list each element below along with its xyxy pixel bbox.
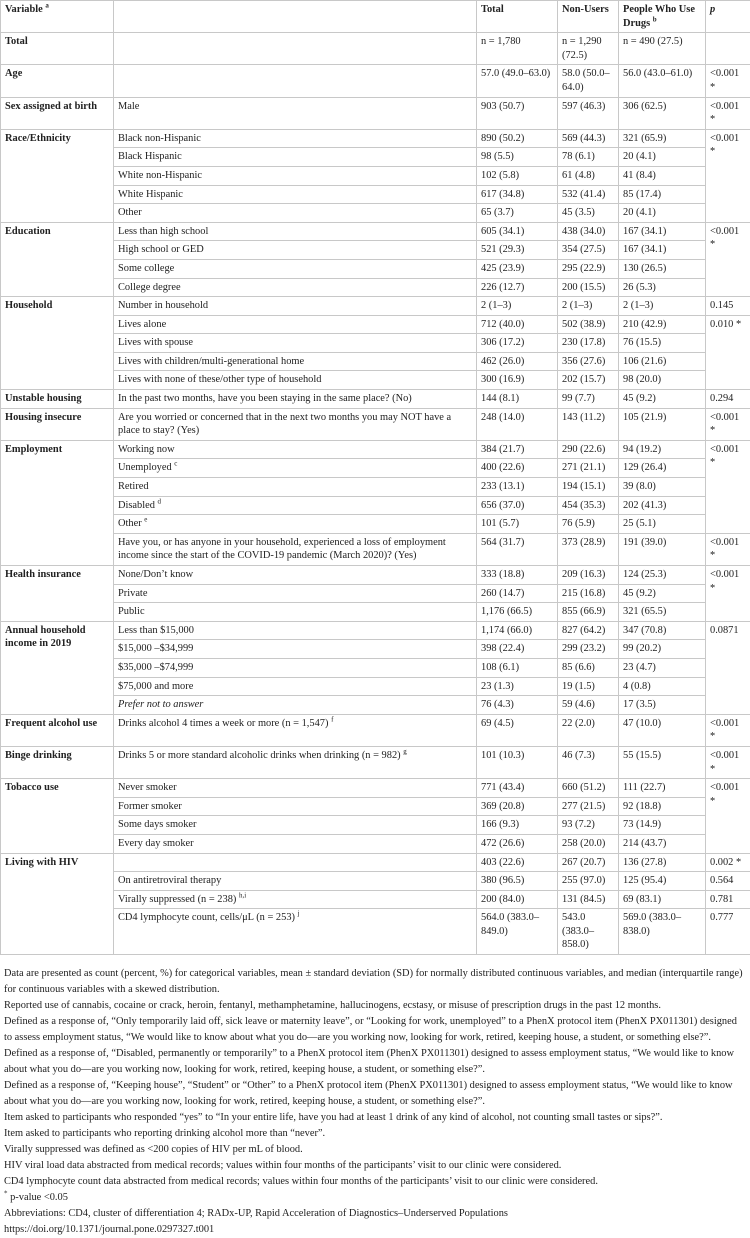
table-row: [1, 584, 750, 603]
cell-pwud: 26 (5.3): [619, 278, 706, 297]
cell-pwud: 306 (62.5): [619, 97, 706, 129]
row-category: Other $^e$: [114, 515, 477, 534]
table-row: [1, 603, 750, 622]
cell-pwud: 23 (4.7): [619, 658, 706, 677]
cell-pwud: 210 (42.9): [619, 315, 706, 334]
cell-p-value: 0.781: [706, 890, 750, 909]
cell-pwud: 41 (8.4): [619, 166, 706, 185]
cell-total: 425 (23.9): [477, 259, 558, 278]
row-category: Black non-Hispanic: [114, 129, 477, 148]
footnote: Item asked to participants who reporting drinking alcohol more than “never”.: [4, 1126, 746, 1142]
row-category: Disabled $^d$: [114, 496, 477, 515]
cell-nonusers: 373 (28.9): [558, 533, 619, 565]
row-variable: Age: [1, 65, 114, 97]
cell-nonusers: 22 (2.0): [558, 714, 619, 746]
cell-total: 617 (34.8): [477, 185, 558, 204]
row-variable: Education: [1, 222, 114, 296]
cell-pwud: 202 (41.3): [619, 496, 706, 515]
cell-nonusers: n = 1,290 (72.5): [558, 33, 619, 65]
cell-pwud: 124 (25.3): [619, 566, 706, 585]
header-pwud: People Who Use Drugs $^b$: [619, 1, 706, 33]
footnote: Defined as a response of, “Disabled, permanently or temporarily” to a PhenX protocol item (PhenX PX011301) designed to assess employment status, “We would like to know about what you do—are you working now, looking for work, retired, keeping house, a student, or something else?”.: [4, 1046, 746, 1078]
cell-p-value: 0.002 *: [706, 853, 750, 872]
cell-total: 101 (10.3): [477, 746, 558, 778]
cell-total: 903 (50.7): [477, 97, 558, 129]
table-row: [1, 515, 750, 534]
table-row: [1, 566, 750, 585]
row-variable: Race/Ethnicity: [1, 129, 114, 222]
cell-pwud: 106 (21.6): [619, 352, 706, 371]
row-category: Drinks 5 or more standard alcoholic drinks when drinking (n = 982) $^g$: [114, 746, 477, 778]
cell-nonusers: 299 (23.2): [558, 640, 619, 659]
row-category: Male: [114, 97, 477, 129]
table-row: [1, 297, 750, 316]
cell-total: 233 (13.1): [477, 478, 558, 497]
cell-total: 23 (1.3): [477, 677, 558, 696]
cell-nonusers: 59 (4.6): [558, 696, 619, 715]
row-category: Some college: [114, 259, 477, 278]
footnote: Defined as a response of, “Only temporarily laid off, sick leave or maternity leave”, or “Looking for work, unemployed” to a PhenX protocol item (PhenX PX011301) designed to assess employment status, “We would like to know about what you do—are you working now, looking for work, retired, keeping house, a student, or something else?”.: [4, 1014, 746, 1046]
cell-nonusers: 660 (51.2): [558, 779, 619, 798]
cell-p-value: <0.001 *: [706, 129, 750, 222]
cell-pwud: 17 (3.5): [619, 696, 706, 715]
table-row: [1, 440, 750, 459]
row-category: Lives with children/multi-generational home: [114, 352, 477, 371]
cell-total: 656 (37.0): [477, 496, 558, 515]
table-row: [1, 890, 750, 909]
row-category: Former smoker: [114, 797, 477, 816]
cell-pwud: 125 (95.4): [619, 872, 706, 891]
cell-p-value: <0.001 *: [706, 779, 750, 853]
cell-nonusers: 46 (7.3): [558, 746, 619, 778]
cell-p-value: 0.0871: [706, 621, 750, 714]
cell-total: 69 (4.5): [477, 714, 558, 746]
abbreviations-note: Abbreviations: CD4, cluster of differentiation 4; RADx-UP, Rapid Acceleration of Diagnostics–Underserved Populations: [4, 1206, 746, 1222]
row-category: Public: [114, 603, 477, 622]
cell-pwud: 191 (39.0): [619, 533, 706, 565]
cell-nonusers: 543.0 (383.0–858.0): [558, 909, 619, 955]
cell-p-value: 0.564: [706, 872, 750, 891]
cell-p-value: 0.777: [706, 909, 750, 955]
cell-nonusers: 58.0 (50.0–64.0): [558, 65, 619, 97]
row-category: Lives alone: [114, 315, 477, 334]
cell-total: 102 (5.8): [477, 166, 558, 185]
cell-nonusers: 354 (27.5): [558, 241, 619, 260]
cell-nonusers: 19 (1.5): [558, 677, 619, 696]
row-variable: Household: [1, 297, 114, 390]
cell-total: 369 (20.8): [477, 797, 558, 816]
table-row: [1, 714, 750, 746]
row-variable: Annual household income in 2019: [1, 621, 114, 714]
cell-nonusers: 230 (17.8): [558, 334, 619, 353]
table-row: [1, 909, 750, 955]
cell-pwud: 167 (34.1): [619, 222, 706, 241]
cell-pwud: 20 (4.1): [619, 148, 706, 167]
table-row: [1, 853, 750, 872]
cell-nonusers: 855 (66.9): [558, 603, 619, 622]
cell-nonusers: 143 (11.2): [558, 408, 619, 440]
cell-nonusers: 76 (5.9): [558, 515, 619, 534]
row-variable: Employment: [1, 440, 114, 565]
cell-nonusers: 258 (20.0): [558, 834, 619, 853]
cell-total: 564.0 (383.0–849.0): [477, 909, 558, 955]
footnote: Item asked to participants who responded “yes” to “In your entire life, have you had at least 1 drink of any kind of alcohol, not counting small tastes or sips?”.: [4, 1110, 746, 1126]
cell-total: 403 (22.6): [477, 853, 558, 872]
row-category: In the past two months, have you been staying in the same place? (No): [114, 390, 477, 409]
row-category: College degree: [114, 278, 477, 297]
row-category: Lives with none of these/other type of household: [114, 371, 477, 390]
cell-nonusers: 215 (16.8): [558, 584, 619, 603]
cell-nonusers: 61 (4.8): [558, 166, 619, 185]
cell-pwud: 45 (9.2): [619, 390, 706, 409]
cell-pwud: 45 (9.2): [619, 584, 706, 603]
cell-total: 333 (18.8): [477, 566, 558, 585]
cell-pwud: 167 (34.1): [619, 241, 706, 260]
cell-total: 890 (50.2): [477, 129, 558, 148]
table-row: [1, 204, 750, 223]
table-body: [1, 33, 750, 955]
table-row: [1, 779, 750, 798]
row-variable: Tobacco use: [1, 779, 114, 853]
row-variable: Housing insecure: [1, 408, 114, 440]
cell-p-value: <0.001 *: [706, 714, 750, 746]
cell-total: 564 (31.7): [477, 533, 558, 565]
footnote: Defined as a response of, “Keeping house”, “Student” or “Other” to a PhenX protocol item (PhenX PX011301) designed to assess employment status, “We would like to know about what you do—are you working now, looking for work, retired, keeping house, a student, or something else?”.: [4, 1078, 746, 1110]
row-category: Other: [114, 204, 477, 223]
row-category: Drinks alcohol 4 times a week or more (n = 1,547) $^f$: [114, 714, 477, 746]
row-category: $15,000 –$34,999: [114, 640, 477, 659]
cell-total: 400 (22.6): [477, 459, 558, 478]
row-variable: Total: [1, 33, 114, 65]
header-total: Total: [477, 1, 558, 33]
row-category: Less than $15,000: [114, 621, 477, 640]
cell-pwud: 55 (15.5): [619, 746, 706, 778]
cell-p-value: <0.001 *: [706, 222, 750, 296]
table-row: [1, 621, 750, 640]
cell-total: 384 (21.7): [477, 440, 558, 459]
cell-total: 1,174 (66.0): [477, 621, 558, 640]
cell-total: 712 (40.0): [477, 315, 558, 334]
header-variable: Variable $^a$: [1, 1, 114, 33]
cell-p-value: <0.001 *: [706, 746, 750, 778]
table-row: [1, 352, 750, 371]
header-nonusers: Non-Users: [558, 1, 619, 33]
row-category: Have you, or has anyone in your household, experienced a loss of employment income since the start of the COVID-19 pandemic (March 2020)? (Yes): [114, 533, 477, 565]
cell-pwud: 105 (21.9): [619, 408, 706, 440]
cell-nonusers: 99 (7.7): [558, 390, 619, 409]
row-variable: Sex assigned at birth: [1, 97, 114, 129]
cell-nonusers: 93 (7.2): [558, 816, 619, 835]
cell-pwud: 214 (43.7): [619, 834, 706, 853]
cell-total: 248 (14.0): [477, 408, 558, 440]
table-row: [1, 390, 750, 409]
row-variable: Living with HIV: [1, 853, 114, 955]
row-category: Retired: [114, 478, 477, 497]
cell-pwud: 569.0 (383.0–838.0): [619, 909, 706, 955]
cell-total: 101 (5.7): [477, 515, 558, 534]
row-category: Private: [114, 584, 477, 603]
cell-pwud: 92 (18.8): [619, 797, 706, 816]
cell-p-value: <0.001 *: [706, 533, 750, 565]
cell-nonusers: 267 (20.7): [558, 853, 619, 872]
table-row: [1, 241, 750, 260]
cell-pwud: 347 (70.8): [619, 621, 706, 640]
cell-total: 398 (22.4): [477, 640, 558, 659]
cell-nonusers: 194 (15.1): [558, 478, 619, 497]
cell-total: 144 (8.1): [477, 390, 558, 409]
cell-nonusers: 827 (64.2): [558, 621, 619, 640]
cell-p-value: <0.001 *: [706, 65, 750, 97]
cell-p-value: <0.001 *: [706, 97, 750, 129]
cell-total: 462 (26.0): [477, 352, 558, 371]
row-category: High school or GED: [114, 241, 477, 260]
table-row: [1, 478, 750, 497]
cell-nonusers: 454 (35.3): [558, 496, 619, 515]
cell-total: 98 (5.5): [477, 148, 558, 167]
cell-nonusers: 277 (21.5): [558, 797, 619, 816]
cell-nonusers: 271 (21.1): [558, 459, 619, 478]
row-category: CD4 lymphocyte count, cells/μL (n = 253) $^j$: [114, 909, 477, 955]
cell-p-value: <0.001 *: [706, 408, 750, 440]
cell-total: 472 (26.6): [477, 834, 558, 853]
cell-total: 76 (4.3): [477, 696, 558, 715]
table-row: [1, 33, 750, 65]
row-category: Every day smoker: [114, 834, 477, 853]
cell-pwud: 321 (65.5): [619, 603, 706, 622]
header-p: p: [706, 1, 750, 33]
table-row: [1, 278, 750, 297]
cell-pwud: 25 (5.1): [619, 515, 706, 534]
cell-pwud: n = 490 (27.5): [619, 33, 706, 65]
cell-total: 771 (43.4): [477, 779, 558, 798]
cell-nonusers: 200 (15.5): [558, 278, 619, 297]
cell-total: 605 (34.1): [477, 222, 558, 241]
row-variable: Frequent alcohol use: [1, 714, 114, 746]
table-row: [1, 185, 750, 204]
cell-pwud: 98 (20.0): [619, 371, 706, 390]
table-row: [1, 533, 750, 565]
cell-pwud: 85 (17.4): [619, 185, 706, 204]
cell-pwud: 20 (4.1): [619, 204, 706, 223]
row-category: White Hispanic: [114, 185, 477, 204]
cell-pwud: 76 (15.5): [619, 334, 706, 353]
cell-nonusers: 597 (46.3): [558, 97, 619, 129]
table-row: [1, 148, 750, 167]
row-category: [114, 853, 477, 872]
table-row: [1, 658, 750, 677]
cell-total: 57.0 (49.0–63.0): [477, 65, 558, 97]
cell-pwud: 130 (26.5): [619, 259, 706, 278]
table-row: [1, 496, 750, 515]
cell-total: 300 (16.9): [477, 371, 558, 390]
doi-link[interactable]: https://doi.org/10.1371/journal.pone.0297327.t001: [4, 1222, 746, 1238]
row-category: Some days smoker: [114, 816, 477, 835]
table-row: [1, 797, 750, 816]
cell-pwud: 69 (83.1): [619, 890, 706, 909]
pvalue-note: * p-value <0.05: [4, 1190, 746, 1206]
table-row: [1, 816, 750, 835]
table-row: [1, 334, 750, 353]
cell-pwud: 136 (27.8): [619, 853, 706, 872]
cell-nonusers: 502 (38.9): [558, 315, 619, 334]
table-row: [1, 259, 750, 278]
cell-total: 200 (84.0): [477, 890, 558, 909]
table-row: [1, 97, 750, 129]
row-category: $35,000 –$74,999: [114, 658, 477, 677]
cell-nonusers: 45 (3.5): [558, 204, 619, 223]
cell-p-value: 0.294: [706, 390, 750, 409]
cell-pwud: 111 (22.7): [619, 779, 706, 798]
row-category: Are you worried or concerned that in the next two months you may NOT have a place to stay? (Yes): [114, 408, 477, 440]
cell-pwud: 56.0 (43.0–61.0): [619, 65, 706, 97]
cell-total: 380 (96.5): [477, 872, 558, 891]
cell-total: 521 (29.3): [477, 241, 558, 260]
cell-pwud: 321 (65.9): [619, 129, 706, 148]
cell-nonusers: 356 (27.6): [558, 352, 619, 371]
cell-nonusers: 78 (6.1): [558, 148, 619, 167]
row-category: Number in household: [114, 297, 477, 316]
row-category: $75,000 and more: [114, 677, 477, 696]
footnote: CD4 lymphocyte count data abstracted from medical records; values within four months of the participants’ visit to our clinic were considered.: [4, 1174, 746, 1190]
table-row: [1, 459, 750, 478]
row-category: Less than high school: [114, 222, 477, 241]
table-row: [1, 166, 750, 185]
cell-pwud: 47 (10.0): [619, 714, 706, 746]
cell-nonusers: 131 (84.5): [558, 890, 619, 909]
row-category: Never smoker: [114, 779, 477, 798]
row-category: None/Don’t know: [114, 566, 477, 585]
footnote: HIV viral load data abstracted from medical records; values within four months of the participants’ visit to our clinic were considered.: [4, 1158, 746, 1174]
cell-nonusers: 209 (16.3): [558, 566, 619, 585]
row-category: Virally suppressed (n = 238) $^{h,i}$: [114, 890, 477, 909]
cell-nonusers: 202 (15.7): [558, 371, 619, 390]
table-header: [1, 1, 750, 33]
table-row: [1, 640, 750, 659]
cell-nonusers: 290 (22.6): [558, 440, 619, 459]
row-category: Working now: [114, 440, 477, 459]
cell-pwud: 99 (20.2): [619, 640, 706, 659]
cell-nonusers: 2 (1–3): [558, 297, 619, 316]
row-category: Prefer not to answer: [114, 696, 477, 715]
row-variable: Unstable housing: [1, 390, 114, 409]
table-row: [1, 677, 750, 696]
row-variable: Health insurance: [1, 566, 114, 622]
cell-p-value: <0.001 *: [706, 566, 750, 622]
cell-pwud: 2 (1–3): [619, 297, 706, 316]
footnote: Data are presented as count (percent, %) for categorical variables, mean ± standard deviation (SD) for normally distributed continuous variables, and median (interquartile range) for continuous variables with a skewed distribution.: [4, 966, 746, 998]
row-category: Unemployed $^c$: [114, 459, 477, 478]
cell-total: 108 (6.1): [477, 658, 558, 677]
cell-p-value: 0.010 *: [706, 315, 750, 389]
row-category: On antiretroviral therapy: [114, 872, 477, 891]
footnote: Reported use of cannabis, cocaine or crack, heroin, fentanyl, methamphetamine, hallucinogens, ecstasy, or misuse of prescription drugs in the past 12 months.: [4, 998, 746, 1014]
row-category: Lives with spouse: [114, 334, 477, 353]
cell-total: 260 (14.7): [477, 584, 558, 603]
cell-p-value: [706, 33, 750, 65]
cell-total: 1,176 (66.5): [477, 603, 558, 622]
table-row: [1, 315, 750, 334]
cell-nonusers: 85 (6.6): [558, 658, 619, 677]
table-row: [1, 872, 750, 891]
cell-total: 226 (12.7): [477, 278, 558, 297]
cell-nonusers: 569 (44.3): [558, 129, 619, 148]
cell-nonusers: 295 (22.9): [558, 259, 619, 278]
table-row: [1, 222, 750, 241]
footnote: Virally suppressed was defined as <200 copies of HIV per mL of blood.: [4, 1142, 746, 1158]
row-category: White non-Hispanic: [114, 166, 477, 185]
row-category: [114, 33, 477, 65]
row-category: Black Hispanic: [114, 148, 477, 167]
cell-total: 306 (17.2): [477, 334, 558, 353]
cell-pwud: 94 (19.2): [619, 440, 706, 459]
cell-nonusers: 438 (34.0): [558, 222, 619, 241]
table-row: [1, 834, 750, 853]
table-row: [1, 371, 750, 390]
row-variable: Binge drinking: [1, 746, 114, 778]
cell-pwud: 4 (0.8): [619, 677, 706, 696]
cell-total: 166 (9.3): [477, 816, 558, 835]
table-row: [1, 696, 750, 715]
cell-pwud: 73 (14.9): [619, 816, 706, 835]
cell-total: n = 1,780: [477, 33, 558, 65]
table-footnotes: [0, 966, 750, 1238]
cell-total: 2 (1–3): [477, 297, 558, 316]
cell-nonusers: 255 (97.0): [558, 872, 619, 891]
cell-p-value: 0.145: [706, 297, 750, 316]
header-category: [114, 1, 477, 33]
cell-p-value: <0.001 *: [706, 440, 750, 533]
row-category: [114, 65, 477, 97]
cell-total: 65 (3.7): [477, 204, 558, 223]
cell-nonusers: 532 (41.4): [558, 185, 619, 204]
table-row: [1, 746, 750, 778]
cell-pwud: 39 (8.0): [619, 478, 706, 497]
table-row: [1, 129, 750, 148]
cell-pwud: 129 (26.4): [619, 459, 706, 478]
table-row: [1, 65, 750, 97]
table-row: [1, 408, 750, 440]
